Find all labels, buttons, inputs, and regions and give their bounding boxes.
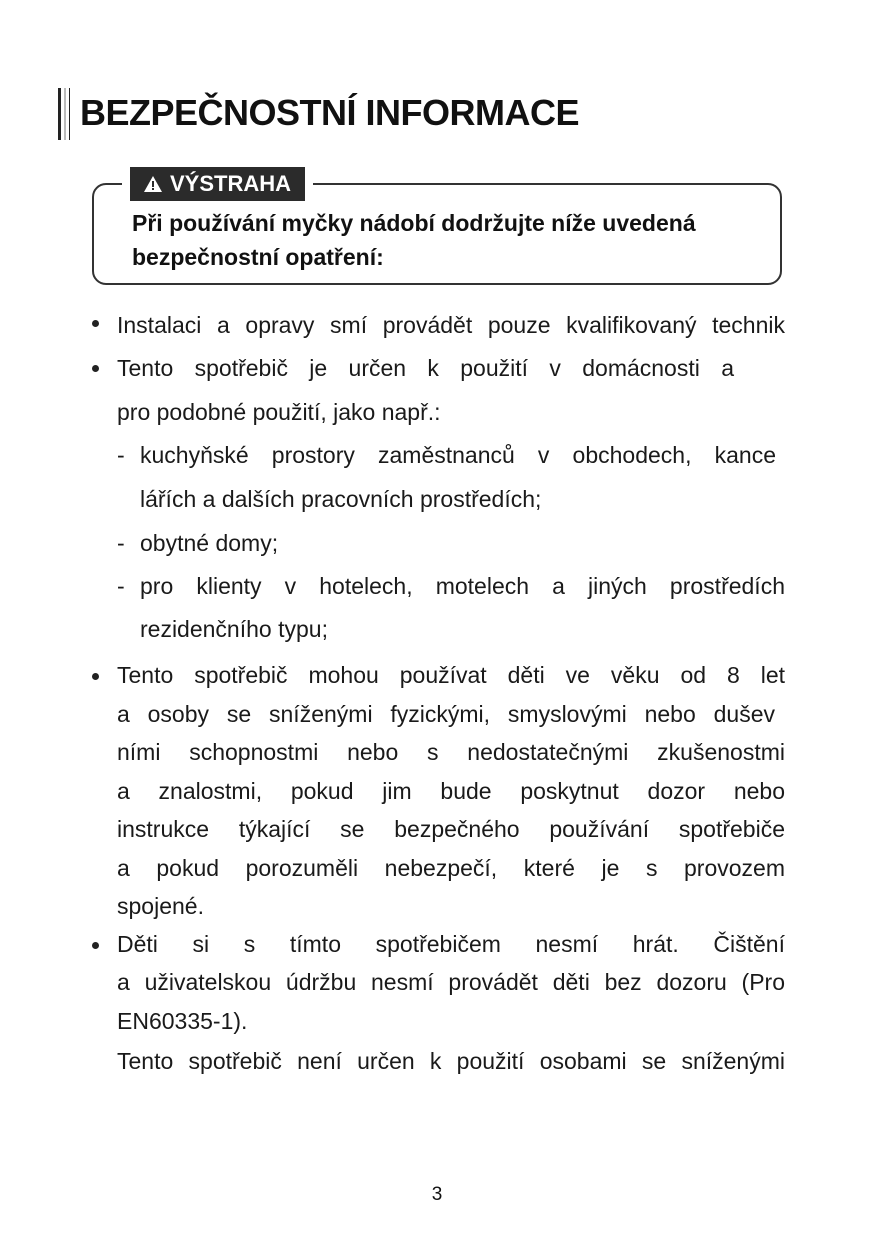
list-item-text: EN60335-1). [117,1008,248,1034]
sub-item-text: obytné domy; [140,530,279,556]
list-item-text: a znalostmi, pokud jim bude poskytnut dozor nebo [117,778,785,804]
list-item-text: a osoby se sníženými fyzickými, smyslovými nebo dušev [117,701,775,727]
dash-marker: - [117,442,125,468]
bullet-icon [92,942,99,949]
bullet-icon [92,365,99,372]
title-accent-bar [58,88,70,140]
sub-item-text: lářích a dalších pracovních prostředích; [140,486,542,512]
list-item-text: a uživatelskou údržbu nesmí provádět děti bez dozoru (Pro [117,969,785,995]
list-item-text: Děti si s tímto spotřebičem nesmí hrát. Čištění [117,931,785,957]
list-item-text: a pokud porozuměli nebezpečí, které je s provozem [117,855,785,881]
bullet-icon [92,673,99,680]
list-item-text: spojené. [117,893,204,919]
warning-label [130,167,305,201]
dash-marker: - [117,573,125,599]
list-item-text: instrukce týkající se bezpečného používání spotřebiče [117,816,785,842]
list-item-text: pro podobné použití, jako např.: [117,399,441,425]
continuation-text: Tento spotřebič není určen k použití osobami se sníženými [117,1048,785,1074]
warning-text [132,206,772,274]
page-number: 3 [431,1184,443,1205]
list-item-text: Instalaci a opravy smí provádět pouze kvalifikovaný technik [117,312,785,338]
list-item-text: Tento spotřebič mohou používat děti ve věku od 8 let [117,662,785,688]
sub-item-text: kuchyňské prostory zaměstnanců v obchodech, kance [140,442,776,468]
warning-text-line: Při používání myčky nádobí dodržujte níže uvedená [132,210,696,236]
warning-triangle-icon [144,176,162,192]
sub-item-text: pro klienty v hotelech, motelech a jiných prostředích [140,573,785,599]
list-item-text: ními schopnostmi nebo s nedostatečnými zkušenostmi [117,739,785,765]
sub-item-text: rezidenčního typu; [140,616,328,642]
bullet-icon [92,320,99,327]
list-item-text: Tento spotřebič je určen k použití v domácnosti a [117,355,734,381]
warning-text-line: bezpečnostní opatření: [132,244,384,270]
page-title: BEZPEČNOSTNÍ INFORMACE [80,92,580,133]
warning-label-text: VÝSTRAHA [170,171,292,196]
dash-marker: - [117,530,125,556]
